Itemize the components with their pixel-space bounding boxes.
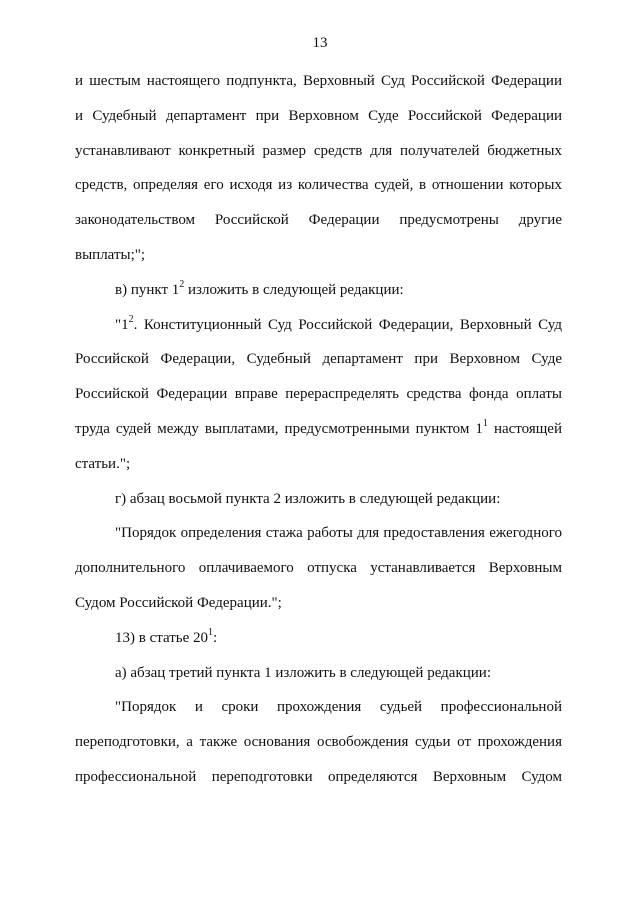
text-line-part: "Порядок определения стажа работы для предоставления ежегодного xyxy=(115,525,562,542)
text-line-part: а) абзац третий пункта 1 изложить в следующей редакции: xyxy=(115,664,491,681)
text-line xyxy=(75,203,562,238)
text-line xyxy=(75,516,562,551)
text-line-part: статьи."; xyxy=(75,455,131,472)
text-line-part: Российской Федерации, Судебный департамент при Верховном Суде xyxy=(75,351,562,368)
superscript: 2 xyxy=(179,278,185,290)
text-line xyxy=(75,238,562,273)
text-line xyxy=(75,64,562,99)
text-line xyxy=(75,99,562,134)
text-line xyxy=(75,760,562,795)
text-line-part: 13) в статье 20 xyxy=(115,629,209,646)
page-number: 13 xyxy=(312,35,328,51)
document-body xyxy=(75,64,562,795)
superscript: 1 xyxy=(482,417,488,429)
text-line xyxy=(75,482,562,517)
text-line xyxy=(75,308,562,343)
text-line xyxy=(75,412,562,447)
text-line xyxy=(75,168,562,203)
text-line-part: изложить в следующей редакции: xyxy=(184,281,404,298)
text-line-part: устанавливают конкретный размер средств для получателей бюджетных xyxy=(75,142,562,159)
text-line-part: профессиональной переподготовки определяются Верховным Судом xyxy=(75,768,562,785)
text-line xyxy=(75,134,562,169)
superscript: 2 xyxy=(128,313,134,325)
text-line xyxy=(75,586,562,621)
text-line xyxy=(75,725,562,760)
text-line xyxy=(75,342,562,377)
text-line-part: и шестым настоящего подпункта, Верховный Суд Российской Федерации xyxy=(75,73,562,89)
text-line-part: и Судебный департамент при Верховном Суде Российской Федерации xyxy=(75,107,562,124)
text-line-part: выплаты;"; xyxy=(75,246,146,263)
text-line-part: : xyxy=(213,629,218,646)
text-line xyxy=(75,551,562,586)
text-line xyxy=(75,447,562,482)
text-line-part: настоящей xyxy=(487,420,562,437)
text-line-part: . Конституционный Суд Российской Федерации, Верховный Суд xyxy=(133,316,562,333)
text-line xyxy=(75,690,562,725)
text-line xyxy=(75,656,562,691)
text-line xyxy=(75,273,562,308)
text-line-part: в) пункт 1 xyxy=(115,281,180,298)
text-line-part: средств, определяя его исходя из количества судей, в отношении которых xyxy=(75,177,562,194)
text-line-part: Судом Российской Федерации."; xyxy=(75,594,282,611)
text-line-part: дополнительного оплачиваемого отпуска устанавливается Верховным xyxy=(75,560,562,577)
text-line xyxy=(75,621,562,656)
text-line-part: переподготовки, а также основания освобождения судьи от прохождения xyxy=(75,734,562,751)
text-line-part: труда судей между выплатами, предусмотренными пунктом 1 xyxy=(75,420,483,437)
text-line-part: Российской Федерации вправе перераспределять средства фонда оплаты xyxy=(75,386,562,403)
text-line-part: законодательством Российской Федерации предусмотрены другие xyxy=(75,212,562,229)
text-line-part: "Порядок и сроки прохождения судьей профессиональной xyxy=(115,699,562,716)
text-line-part: "1 xyxy=(115,316,129,333)
superscript: 1 xyxy=(208,626,214,638)
text-line-part: г) абзац восьмой пункта 2 изложить в следующей редакции: xyxy=(115,490,501,507)
text-line xyxy=(75,377,562,412)
